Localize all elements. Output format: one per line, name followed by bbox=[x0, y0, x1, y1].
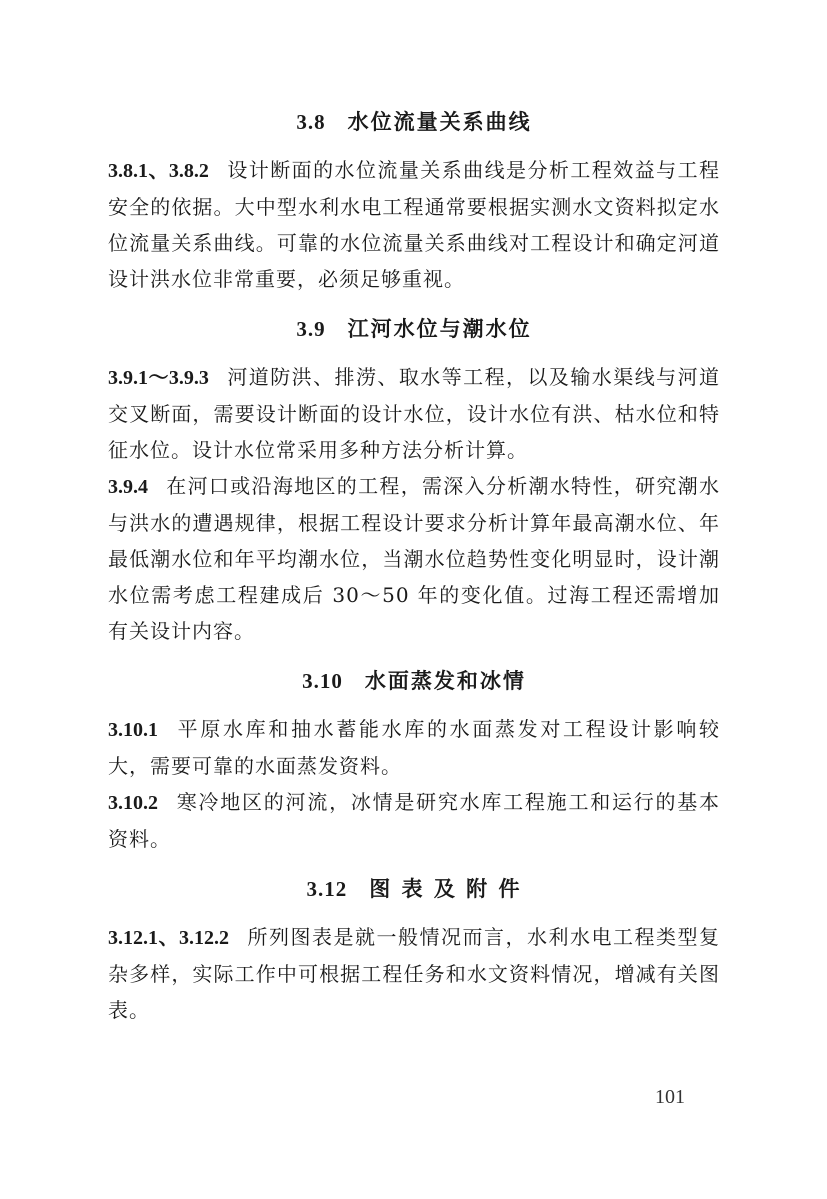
clause-number: 3.8.1、3.8.2 bbox=[108, 160, 209, 182]
page-body bbox=[108, 100, 720, 1028]
clause-text: 在河口或沿海地区的工程，需深入分析潮水特性，研究潮水与洪水的遭遇规律，根据工程设计要求分析计算年最高潮水位、年最低潮水位和年平均潮水位，当潮水位趋势性变化明显时，设计潮水位需考虑工程建成后 30～50 年的变化值。过海工程还需增加有关设计内容。 bbox=[108, 474, 720, 643]
clause-paragraph bbox=[108, 152, 720, 297]
clause-text: 河道防洪、排涝、取水等工程，以及输水渠线与河道交叉断面，需要设计断面的设计水位，设计水位有洪、枯水位和特征水位。设计水位常采用多种方法分析计算。 bbox=[108, 365, 721, 462]
section-number: 3.8 bbox=[296, 110, 326, 134]
clause-number: 3.10.1 bbox=[108, 719, 158, 741]
section-title: 水面蒸发和冰情 bbox=[364, 669, 526, 693]
section-heading bbox=[108, 659, 720, 703]
section-heading bbox=[108, 867, 720, 911]
section-heading bbox=[108, 100, 720, 144]
clause-paragraph bbox=[108, 468, 720, 649]
clause-paragraph bbox=[108, 711, 720, 784]
clause-text: 设计断面的水位流量关系曲线是分析工程效益与工程安全的依据。大中型水利水电工程通常要根据实测水文资料拟定水位流量关系曲线。可靠的水位流量关系曲线对工程设计和确定河道设计洪水位非常重要，必须足够重视。 bbox=[108, 158, 721, 291]
section-number: 3.12 bbox=[306, 877, 348, 901]
clause-number: 3.9.4 bbox=[108, 476, 148, 498]
clause-text: 所列图表是就一般情况而言，水利水电工程类型复杂多样，实际工作中可根据工程任务和水文资料情况，增减有关图表。 bbox=[108, 925, 720, 1022]
section-heading bbox=[108, 307, 720, 351]
clause-paragraph bbox=[108, 359, 720, 468]
section-number: 3.9 bbox=[296, 317, 326, 341]
clause-number: 3.9.1～3.9.3 bbox=[108, 367, 209, 389]
clause-text: 平原水库和抽水蓄能水库的水面蒸发对工程设计影响较大，需要可靠的水面蒸发资料。 bbox=[108, 717, 720, 778]
section-title: 图 表 及 附 件 bbox=[369, 877, 522, 901]
section-title: 江河水位与潮水位 bbox=[347, 317, 532, 341]
clause-text: 寒冷地区的河流，冰情是研究水库工程施工和运行的基本资料。 bbox=[108, 790, 720, 851]
page-number: 101 bbox=[655, 1086, 685, 1108]
section-number: 3.10 bbox=[302, 669, 343, 693]
clause-paragraph bbox=[108, 784, 720, 857]
clause-paragraph bbox=[108, 919, 720, 1028]
section-title: 水位流量关系曲线 bbox=[347, 110, 532, 134]
clause-number: 3.12.1、3.12.2 bbox=[108, 927, 229, 949]
clause-number: 3.10.2 bbox=[108, 792, 158, 814]
